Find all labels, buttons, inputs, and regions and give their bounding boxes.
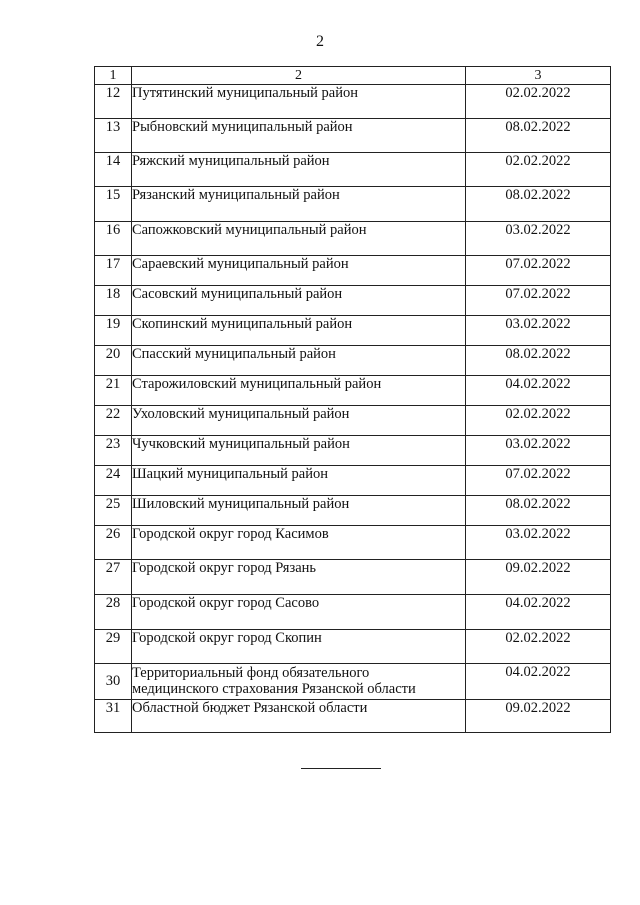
deadline-date: 02.02.2022 [466,85,611,119]
table-row [95,664,611,700]
row-number: 29 [95,630,132,664]
deadline-date: 03.02.2022 [466,526,611,560]
row-number: 20 [95,346,132,376]
entity-name [132,664,466,700]
entity-name: Скопинский муниципальный район [132,316,466,346]
row-number: 14 [95,153,132,187]
row-number: 31 [95,700,132,733]
deadline-date: 03.02.2022 [466,436,611,466]
table-row [95,153,611,187]
deadline-date: 09.02.2022 [466,560,611,595]
entity-name: Сапожковский муниципальный район [132,222,466,256]
entity-name: Рязанский муниципальный район [132,187,466,222]
entity-name-line1: Территориальный фонд обязательного [132,665,370,681]
entity-name: Ряжский муниципальный район [132,153,466,187]
table-row [95,85,611,119]
deadline-date: 04.02.2022 [466,664,611,700]
table-row [95,256,611,286]
deadline-date: 02.02.2022 [466,630,611,664]
table-row [95,316,611,346]
entity-name: Сасовский муниципальный район [132,286,466,316]
row-number: 26 [95,526,132,560]
column-header-1: 1 [95,67,132,85]
entity-name: Ухоловский муниципальный район [132,406,466,436]
schedule-table [94,66,611,733]
deadline-date: 02.02.2022 [466,153,611,187]
page-number: 2 [316,33,324,50]
row-number: 27 [95,560,132,595]
table-row [95,560,611,595]
deadline-date: 09.02.2022 [466,700,611,733]
entity-name: Спасский муниципальный район [132,346,466,376]
row-number: 30 [95,664,132,700]
table-row [95,286,611,316]
row-number: 13 [95,119,132,153]
deadline-date: 03.02.2022 [466,222,611,256]
table-row [95,376,611,406]
entity-name: Сараевский муниципальный район [132,256,466,286]
entity-name: Шиловский муниципальный район [132,496,466,526]
entity-name: Городской округ город Рязань [132,560,466,595]
table-row [95,436,611,466]
table-row [95,700,611,733]
table-row [95,526,611,560]
entity-name: Рыбновский муниципальный район [132,119,466,153]
table-header-row [95,67,611,85]
table-row [95,222,611,256]
column-header-3: 3 [466,67,611,85]
end-of-document-rule [301,768,381,769]
row-number: 19 [95,316,132,346]
row-number: 22 [95,406,132,436]
entity-name: Путятинский муниципальный район [132,85,466,119]
row-number: 24 [95,466,132,496]
table-row [95,187,611,222]
row-number: 28 [95,595,132,630]
deadline-date: 04.02.2022 [466,595,611,630]
table-row [95,496,611,526]
entity-name-line2: медицинского страхования Рязанской области [132,681,416,697]
deadline-date: 08.02.2022 [466,346,611,376]
table-row [95,406,611,436]
deadline-date: 08.02.2022 [466,496,611,526]
row-number: 12 [95,85,132,119]
row-number: 18 [95,286,132,316]
row-number: 25 [95,496,132,526]
entity-name: Городской округ город Скопин [132,630,466,664]
deadline-date: 04.02.2022 [466,376,611,406]
deadline-date: 07.02.2022 [466,286,611,316]
deadline-date: 08.02.2022 [466,187,611,222]
entity-name: Чучковский муниципальный район [132,436,466,466]
deadline-date: 07.02.2022 [466,466,611,496]
table-row [95,346,611,376]
entity-name: Старожиловский муниципальный район [132,376,466,406]
table-row [95,466,611,496]
deadline-date: 08.02.2022 [466,119,611,153]
row-number: 21 [95,376,132,406]
entity-name: Городской округ город Сасово [132,595,466,630]
deadline-date: 02.02.2022 [466,406,611,436]
table-row [95,595,611,630]
row-number: 23 [95,436,132,466]
row-number: 17 [95,256,132,286]
deadline-date: 07.02.2022 [466,256,611,286]
deadline-date: 03.02.2022 [466,316,611,346]
entity-name: Шацкий муниципальный район [132,466,466,496]
table-row [95,119,611,153]
table-row [95,630,611,664]
column-header-2: 2 [132,67,466,85]
entity-name: Областной бюджет Рязанской области [132,700,466,733]
row-number: 15 [95,187,132,222]
entity-name: Городской округ город Касимов [132,526,466,560]
row-number: 16 [95,222,132,256]
